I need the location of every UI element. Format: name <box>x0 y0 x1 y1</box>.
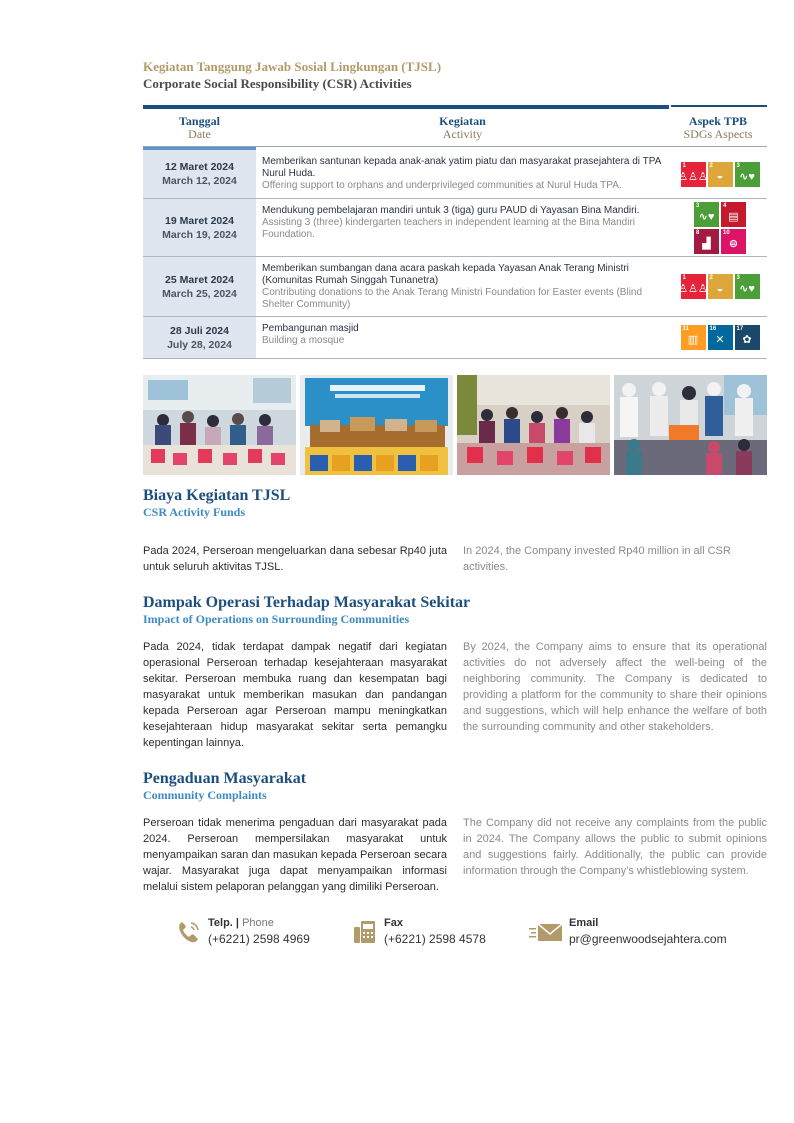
zero-hunger-icon <box>708 162 733 187</box>
no-poverty-icon <box>678 162 708 187</box>
sdg-number: 2 <box>709 275 713 281</box>
quality-education-icon <box>721 202 746 227</box>
sdg-icons <box>673 317 767 358</box>
activity-photos <box>143 375 767 475</box>
phone-label: Telp. <box>208 917 233 929</box>
header-rule <box>143 105 669 109</box>
date-en: March 19, 2024 <box>162 228 237 241</box>
partnerships-icon <box>735 325 760 350</box>
sdg-glyph: ◒ <box>716 170 724 182</box>
column-header-label: Aspek TPB <box>688 114 748 128</box>
sdg-icons <box>673 257 767 316</box>
funds-text-id: Pada 2024, Perseroan mengeluarkan dana sebesar Rp40 juta untuk seluruh aktivitas TJSL. <box>143 545 447 573</box>
table-row <box>143 199 767 257</box>
sdg-glyph: ∿♥ <box>739 170 755 183</box>
sdg-number: 3 <box>736 275 740 281</box>
impact-text-id: Pada 2024, tidak terdapat dampak negatif dari kegiatan operasional Perseroan terhadap kesejahteraan masyarakat sekitar. Perseroan membuka ruang dan kesempatan bagi masyarakat untuk memberikan masukan dan pandangan kepada Perseroan agar Perseroan mampu meningkatkan kesejahteraan hidup masyarakat sekitar serta pemangku kepentingan lainnya. <box>143 641 447 749</box>
row-activity <box>262 156 666 192</box>
phone-icon <box>176 919 202 945</box>
sdg-number: 17 <box>736 326 744 332</box>
column-header-label: Date <box>188 127 211 141</box>
good-health-icon <box>735 274 760 299</box>
row-date <box>143 257 256 316</box>
sdg-number: 16 <box>709 326 717 332</box>
contact-email <box>529 916 727 948</box>
funds-text-en: In 2024, the Company invested Rp40 million in all CSR activities. <box>463 545 731 573</box>
sdg-glyph: ▤ <box>728 210 739 223</box>
row-date <box>143 317 256 358</box>
date-id: 12 Maret 2024 <box>165 161 234 173</box>
sdg-icons <box>673 199 767 256</box>
column-header-date <box>143 115 256 141</box>
sdg-icons <box>673 150 767 198</box>
row-date <box>143 150 256 198</box>
sdg-glyph: ♙♙♙ <box>678 283 708 295</box>
activity-photo <box>300 375 453 475</box>
column-header-label: Tanggal <box>179 114 220 128</box>
sdg-glyph: ⊜ <box>728 237 739 250</box>
activity-photo <box>614 375 767 475</box>
section-title-complaints <box>143 769 767 803</box>
sdg-glyph: ✕ <box>715 334 725 346</box>
column-header-label: Kegiatan <box>439 114 486 128</box>
activity-id: Memberikan santunan kepada anak-anak yatim piatu dan masyarakat prasejahtera di TPA Nurul Huda. <box>262 156 661 179</box>
contact-phone-label <box>208 916 310 931</box>
date-id: 28 Juli 2024 <box>170 324 229 337</box>
fax-number[interactable]: (+6221) 2598 4578 <box>384 932 486 946</box>
sdg-glyph: ▟ <box>702 237 711 250</box>
date-id: 25 Maret 2024 <box>165 273 234 286</box>
sdg-number: 8 <box>696 229 700 236</box>
table-row <box>143 317 767 359</box>
phone-number[interactable]: (+6221) 2598 4969 <box>208 932 310 946</box>
sdg-glyph: ◒ <box>716 282 724 295</box>
date-en: July 28, 2024 <box>167 338 232 351</box>
reduced-inequalities-icon <box>721 229 746 254</box>
date-en: March 25, 2024 <box>162 287 237 300</box>
column-header-label: SDGs Aspects <box>683 127 753 141</box>
row-activity <box>262 263 666 311</box>
sdg-number: 4 <box>723 202 727 209</box>
date-id: 19 Maret 2024 <box>165 214 234 227</box>
date-en: March 12, 2024 <box>162 175 237 187</box>
page-title-en: Corporate Social Responsibility (CSR) Activities <box>143 76 412 91</box>
activity-photo <box>143 375 296 475</box>
contact-fax <box>352 916 486 948</box>
table-row <box>143 150 767 199</box>
sdg-number: 10 <box>723 229 730 236</box>
activity-id: Memberikan sumbangan dana acara paskah kepada Yayasan Anak Terang Ministri (Komunitas Rumah Singgah Tunanetra) <box>262 263 629 286</box>
row-activity <box>262 205 666 241</box>
sdg-glyph: ∿♥ <box>698 210 715 223</box>
phone-label-separator: | <box>232 917 243 929</box>
table-row <box>143 257 767 317</box>
complaints-text-id: Perseroan tidak menerima pengaduan dari masyarakat pada 2024. Perseroan mempersilakan masyarakat untuk menyampaikan saran dan masukan kepada Perseroan secara wajar. Masyarakat juga dapat menyampaikan informasi melalui sistem pelaporan pelanggan yang dimiliki Perseroan. <box>143 817 447 893</box>
fax-label: Fax <box>384 917 403 929</box>
column-header-sdgs <box>669 115 767 141</box>
section-heading-en: CSR Activity Funds <box>143 505 246 519</box>
contact-phone <box>176 916 310 948</box>
table-header <box>143 105 767 147</box>
zero-hunger-icon <box>708 274 733 299</box>
sdg-number: 3 <box>736 162 740 169</box>
good-health-icon <box>735 162 760 187</box>
email-icon <box>529 919 563 945</box>
section-heading-id: Pengaduan Masyarakat <box>143 770 307 787</box>
activity-en: Building a mosque <box>262 335 345 346</box>
complaints-text-en: The Company did not receive any complaints from the public in 2024. The Company allows the public to submit opinions and suggestions fairly. Additionally, the public can provide information through the Company's whistleblowing system. <box>463 817 767 877</box>
csr-activities-table <box>143 105 767 351</box>
sustainable-cities-icon <box>681 325 706 350</box>
activity-id: Mendukung pembelajaran mandiri untuk 3 (tiga) guru PAUD di Yayasan Bina Mandiri. <box>262 205 640 216</box>
header-rule <box>671 105 767 107</box>
sdg-glyph: ∿♥ <box>739 283 755 295</box>
sdg-number: 2 <box>709 162 713 169</box>
activity-photo <box>457 375 610 475</box>
section-title-impact <box>143 593 767 627</box>
sdg-glyph: ✿ <box>742 334 752 346</box>
section-heading-id: Dampak Operasi Terhadap Masyarakat Sekitar <box>143 594 471 611</box>
activity-en: Contributing donations to the Anak Terang Ministri Foundation for Easter events (Blind Shelter Community) <box>262 287 643 310</box>
sdg-number: 11 <box>682 326 689 332</box>
section-heading-en: Impact of Operations on Surrounding Communities <box>143 612 410 626</box>
activity-en: Assisting 3 (three) kindergarten teachers in independent learning at the Bina Mandiri Foundation. <box>262 217 635 240</box>
column-header-activity <box>256 115 669 141</box>
activity-en: Offering support to orphans and underprivileged communities at Nurul Huda TPA. <box>262 180 622 191</box>
section-heading-en: Community Complaints <box>143 788 267 802</box>
good-health-icon <box>694 202 719 227</box>
email-address[interactable]: pr@greenwoodsejahtera.com <box>569 932 727 946</box>
row-date <box>143 199 256 256</box>
sdg-number: 3 <box>696 202 700 209</box>
activity-id: Pembangunan masjid <box>262 323 359 334</box>
row-activity <box>262 323 666 347</box>
fax-icon <box>352 919 378 945</box>
section-title-funds <box>143 486 767 520</box>
peace-justice-icon <box>708 325 733 350</box>
no-poverty-icon <box>678 274 708 299</box>
sdg-number: 1 <box>682 162 686 169</box>
decent-work-icon <box>694 229 719 254</box>
phone-label-en: Phone <box>242 917 274 929</box>
page-header <box>143 58 767 92</box>
page-title-id: Kegiatan Tanggung Jawab Sosial Lingkungan (TJSL) <box>143 59 442 74</box>
column-header-label: Activity <box>442 127 483 141</box>
section-heading-id: Biaya Kegiatan TJSL <box>143 487 291 504</box>
impact-text-en: By 2024, the Company aims to ensure that its operational activities do not adversely affect the well-being of the neighboring community. The Company is dedicated to providing a platform for the community to share their opinions and suggestions, which will help enhance the welfare of both the surrounding community and other stakeholders. <box>463 641 767 733</box>
sdg-glyph: ♙♙♙ <box>678 170 708 183</box>
sdg-glyph: ▥ <box>687 334 699 346</box>
sdg-number: 1 <box>682 275 686 281</box>
email-label: Email <box>569 917 599 929</box>
